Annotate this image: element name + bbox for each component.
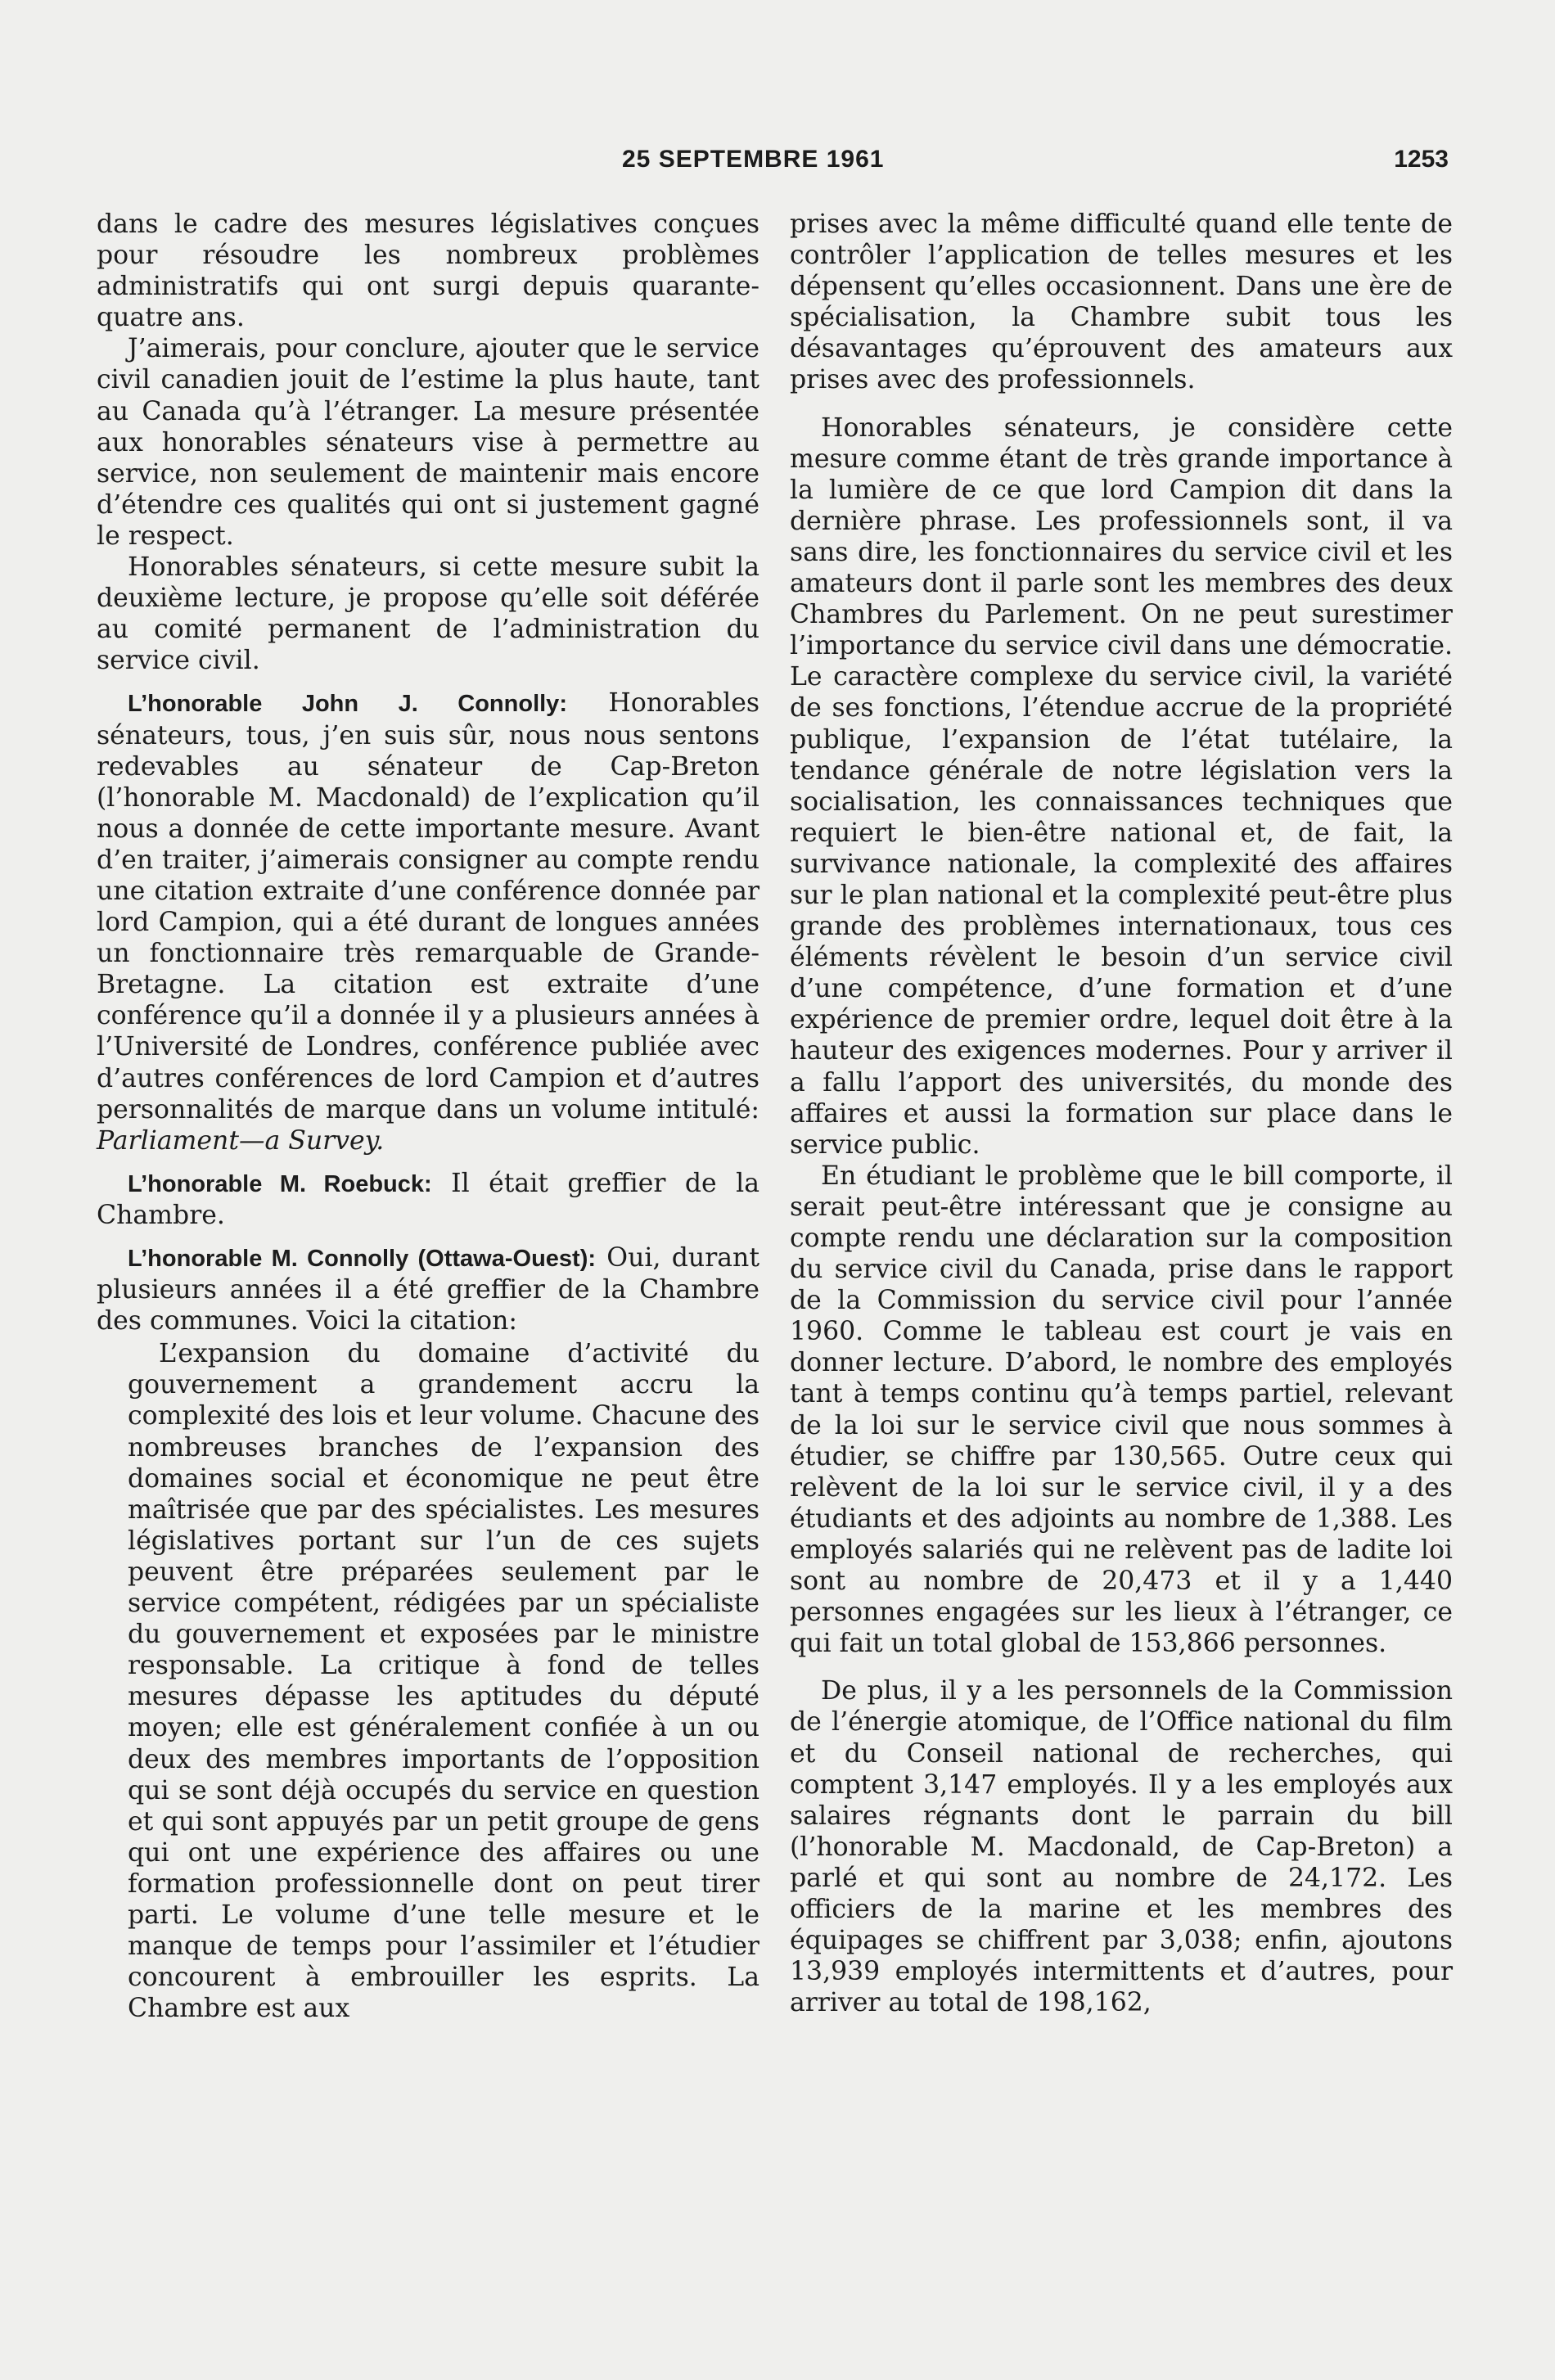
speech-text: Il était greffier de la Chambre.: [97, 1168, 759, 1230]
paragraph: De plus, il y a les personnels de la Commission de l’énergie atomique, de l’Office national du film et du Conseil national de recherches, qui comptent 3,147 employés. Il y a les employés aux salaires régnants dont le parrain du bill (l’honorable M. Macdonald, de Cap-Breton) a parlé et qui sont au nombre de 24,172. Les officiers de la marine et les membres des équipages se chiffrent par 3,038; enfin, ajoutons 13,939 employés intermittents et d’autres, pour arriver au total de 198,162,: [790, 1676, 1453, 2018]
book-title: Parliament—a Survey.: [97, 1125, 385, 1156]
header-date: 25 SEPTEMBRE 1961: [622, 146, 885, 173]
speech-paragraph: [97, 687, 759, 1156]
speaker-name: L’honorable M. Roebuck:: [128, 1170, 432, 1197]
running-header: [622, 146, 1449, 182]
quote-text: L’expansion du domaine d’activité du gouvernement a grandement accru la complexité des lois et leur volume. Chacune des nombreuses branches de l’expansion des domaines social et économique ne peut être maîtrisée que par des spécialistes. Les mesures législatives portant sur l’un de ces sujets peuvent être préparées seulement par le service compétent, rédigées par un spécialiste du gouvernement et exposées par le ministre responsable. La critique à fond de telles mesures dépasse les aptitudes du député moyen; elle est généralement confiée à un ou deux des membres importants de l’opposition qui se sont déjà occupés du service en question et qui sont appuyés par un petit groupe de gens qui ont une expérience des affaires ou une formation professionnelle dont on peut tirer parti. Le volume d’une telle mesure et le manque de temps pour l’assimiler et l’étudier concourent à embrouiller les esprits. La Chambre est aux: [128, 1339, 759, 2024]
page-number: 1253: [1394, 146, 1449, 173]
speech-paragraph: [97, 1242, 759, 1336]
right-column: [790, 209, 1453, 2018]
speech-text: Honorables sénateurs, tous, j’en suis sûr, nous nous sentons redevables au sénateur de Cap-Breton (l’honorable M. Macdonald) de l’explication qu’il nous a donnée de cette importante mesure. Avant d’en traiter, j’aimerais consigner au compte rendu une citation extraite d’une conférence donnée par lord Campion, qui a été durant de longues années un fonctionnaire très remarquable de Grande-Bretagne. La citation est extraite d’une conférence qu’il a donnée il y a plusieurs années à l’Université de Londres, conférence publiée avec d’autres conférences de lord Campion et d’autres personnalités de marque dans un volume intitulé:: [97, 688, 760, 1125]
paragraph: En étudiant le problème que le bill comporte, il serait peut-être intéressant que je consigne au compte rendu une déclaration sur la composition du service civil du Canada, prise dans le rapport de la Commission du service civil pour l’année 1960. Comme le tableau est court je vais en donner lecture. D’abord, le nombre des employés tant à temps continu qu’à temps partiel, relevant de la loi sur le service civil que nous sommes à étudier, se chiffre par 130,565. Outre ceux qui relèvent de la loi sur le service civil, il y a des étudiants et des adjoints au nombre de 1,388. Les employés salariés qui ne relèvent pas de ladite loi sont au nombre de 20,473 et il y a 1,440 personnes engagées sur les lieux à l’étranger, ce qui fait un total global de 153,866 personnes.: [790, 1161, 1453, 1659]
speaker-name: L’honorable M. Connolly (Ottawa-Ouest):: [128, 1246, 597, 1272]
left-column: [97, 209, 759, 2024]
paragraph: dans le cadre des mesures législatives conçues pour résoudre les nombreux problèmes administratifs qui ont surgi depuis quarante-quatre ans.: [97, 210, 759, 333]
speech-text: Oui, durant plusieurs années il a été greffier de la Chambre des communes. Voici la citation:: [97, 1243, 759, 1336]
block-quote: [128, 1338, 759, 2024]
paragraph: prises avec la même difficulté quand elle tente de contrôler l’application de telles mesures et les dépensent qu’elles occasionnent. Dans une ère de spécialisation, la Chambre subit tous les désavantages qu’éprouvent des amateurs aux prises avec des professionnels.: [790, 210, 1453, 395]
speech-paragraph: [97, 1168, 759, 1231]
paragraph: Honorables sénateurs, je considère cette mesure comme étant de très grande importance à la lumière de ce que lord Campion dit dans la dernière phrase. Les professionnels sont, il va sans dire, les fonctionnaires du service civil et les amateurs dont il parle sont les membres des deux Chambres du Parlement. On ne peut surestimer l’importance du service civil dans une démocratie. Le caractère complexe du service civil, la variété de ses fonctions, l’étendue accrue de la propriété publique, l’expansion de l’état tutélaire, la tendance générale de notre législation vers la socialisation, les connaissances techniques que requiert le bien-être national et, de fait, la survivance nationale, la complexité des affaires sur le plan national et la complexité peut-être plus grande des problèmes internationaux, tous ces éléments révèlent le besoin d’un service civil d’une compétence, d’une formation et d’une expérience de premier ordre, lequel doit être à la hauteur des exigences modernes. Pour y arriver il a fallu l’apport des universités, du monde des affaires et aussi la formation sur place dans le service public.: [790, 412, 1453, 1160]
paragraph: J’aimerais, pour conclure, ajouter que le service civil canadien jouit de l’estime la plus haute, tant au Canada qu’à l’étranger. La mesure présentée aux honorables sénateurs vise à permettre au service, non seulement de maintenir mais encore d’étendre ces qualités qui ont si justement gagné le respect.: [97, 334, 759, 551]
speaker-name: L’honorable John J. Connolly:: [128, 691, 567, 718]
paragraph: Honorables sénateurs, si cette mesure subit la deuxième lecture, je propose qu’elle soit déférée au comité permanent de l’administration du service civil.: [97, 552, 759, 676]
